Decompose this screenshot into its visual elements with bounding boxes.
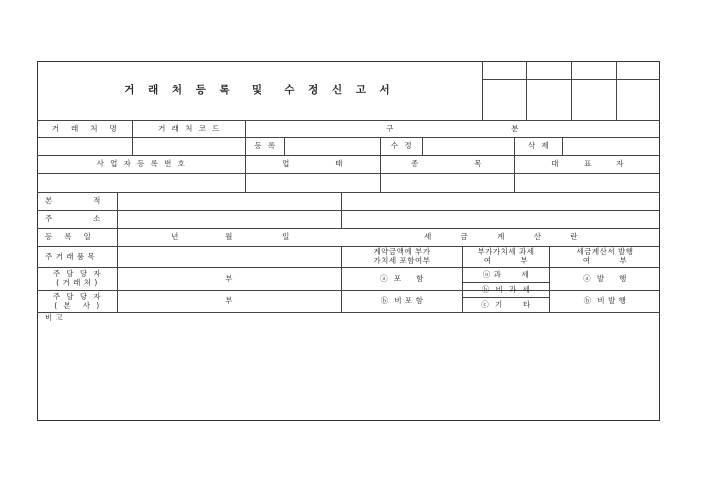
rule [284, 137, 285, 156]
category-label-left: 구 [386, 123, 394, 133]
option-vat-not-included: ⓑ 비 포 함 [380, 296, 424, 306]
approval-divider [482, 61, 483, 121]
date-year-label: 년 [171, 232, 179, 242]
representative-label-3: 자 [616, 159, 624, 169]
invoice-issue-question: 세금계산서 발행 여 부 [576, 247, 634, 265]
address-label: 주 소 [45, 214, 101, 224]
delete-label: 삭 제 [527, 141, 550, 151]
rule [37, 312, 660, 313]
client-code-label: 거 래 처 코 드 [158, 123, 220, 133]
item-label-right: 목 [474, 159, 482, 169]
rule [37, 173, 660, 174]
representative-label-1: 대 [551, 159, 559, 169]
vat-taxable-question: 부가가치세 과세 여 부 [477, 247, 535, 265]
business-number-label: 사 업 자 등 록 번 호 [96, 159, 186, 169]
client-name-label: 거 래 처 명 [51, 123, 118, 133]
rule [562, 137, 563, 156]
option-other: ⓒ 기 타 [481, 299, 531, 309]
option-non-taxable: ⓑ 비 과 세 [481, 284, 531, 294]
item-label-left: 종 [411, 159, 419, 169]
register-label: 등 록 [254, 141, 276, 151]
rule [37, 192, 660, 193]
option-issue: ⓐ 발 행 [583, 273, 627, 283]
category-label-right: 분 [511, 123, 519, 133]
rule [117, 192, 118, 313]
tax-invoice-header: 세 금 계 산 란 [423, 232, 579, 242]
option-vat-included: ⓐ 포 함 [380, 273, 424, 283]
business-type-label-left: 업 [282, 159, 290, 169]
representative-label-2: 표 [584, 159, 592, 169]
date-day-label: 일 [282, 232, 290, 242]
modify-label: 수 정 [390, 141, 413, 151]
rule [37, 137, 660, 138]
business-type-label-right: 태 [335, 159, 343, 169]
head-office-department-label: 부 [225, 296, 233, 306]
date-month-label: 월 [225, 232, 233, 242]
approval-divider [571, 61, 572, 121]
client-department-label: 부 [225, 273, 233, 283]
rule [422, 137, 423, 156]
rule [245, 120, 246, 192]
remarks-label: 비 고 [45, 313, 64, 322]
main-items-label: 주 거 래 품 목 [45, 251, 96, 261]
approval-divider [616, 61, 617, 121]
rule [37, 210, 660, 211]
form-title: 거 래 처 등 록 및 수 정 신 고 서 [124, 84, 395, 97]
rule [341, 192, 342, 228]
domicile-label: 본 적 [45, 196, 101, 206]
registration-date-label: 등 록 일 [45, 232, 92, 242]
option-taxable: ⓐ 과 세 [482, 269, 530, 279]
vat-included-question: 계약금액에 부가 가치세 포함여부 [373, 247, 431, 265]
approval-divider [526, 61, 527, 121]
option-no-issue: ⓑ 비 발 행 [583, 296, 627, 306]
head-office-contact-label: 주 담 당 자 ( 본 사 ) [52, 291, 102, 310]
client-contact-label: 주 담 당 자 ( 거 래 처 ) [52, 269, 102, 287]
